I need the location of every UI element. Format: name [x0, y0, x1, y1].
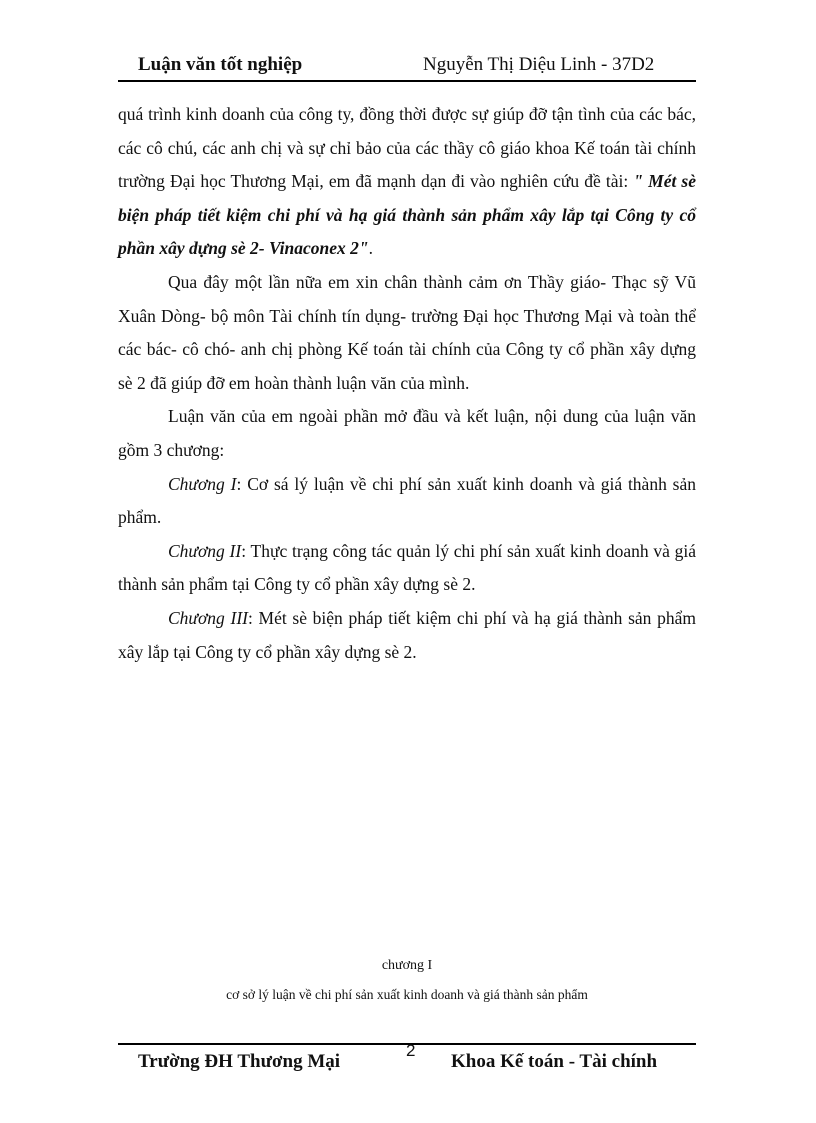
chapter-text-1: : Cơ sá lý luận về chi phí sản xuất kinh doanh và giá thành sản phẩm.: [118, 473, 696, 528]
chapter-label-2: Chương II: [168, 540, 242, 561]
header-author: Nguyễn Thị Diệu Linh - 37D2: [423, 54, 655, 75]
chapter-text-3: : Mét sè biện pháp tiết kiệm chi phí và hạ giá thành sản phẩm xây lắp tại Công ty cổ phần xây dựng sè 2.: [118, 607, 696, 662]
paragraph-structure: Luận văn của em ngoài phần mở đầu và kết luận, nội dung của luận văn gồm 3 chương:: [118, 406, 696, 460]
header-title: Luận văn tốt nghiệp: [138, 54, 303, 75]
chapter-item-1: [118, 468, 696, 535]
body-text: [118, 98, 696, 669]
page-number: 2: [406, 1041, 416, 1060]
paragraph-thanks: Qua đây một lần nữa em xin chân thành cảm ơn Thầy giáo- Thạc sỹ Vũ Xuân Dòng- bộ môn Tài chính tín dụng- trường Đại học Thương Mại và toàn thể các bác- cô chó- anh chị phòng Kế toán tài chính của Công ty cổ phần xây dựng sè 2 đã giúp đỡ em hoàn thành luận văn của mình.: [118, 271, 696, 393]
chapter-text-2: : Thực trạng công tác quản lý chi phí sản xuất kinh doanh và giá thành sản phẩm tại Công ty cổ phần xây dựng sè 2.: [118, 540, 696, 595]
chapter-heading-subtitle: cơ sở lý luận về chi phí sản xuất kinh doanh và giá thành sản phẩm: [226, 987, 588, 1002]
chapter-heading-title: chương I: [381, 958, 433, 973]
paragraph-intro-text: quá trình kinh doanh của công ty, đồng thời được sự giúp đỡ tận tình của các bác, các cô chú, các anh chị và sự chỉ bảo của các thầy cô giáo khoa Kế toán tài chính trường Đại học Thương Mại, em đã mạnh dạn đi vào nghiên cứu đề tài:: [118, 104, 696, 192]
paragraph-intro: [118, 98, 696, 266]
chapter-label-1: Chương I: [168, 473, 237, 494]
page-header: [118, 50, 696, 82]
page-footer: [118, 1043, 696, 1079]
paragraph-intro-end: .: [368, 238, 374, 259]
footer-school: Trường ĐH Thương Mại: [138, 1051, 341, 1072]
thesis-title: " Mét sè biện pháp tiết kiệm chi phí và hạ giá thành sản phẩm xây lắp tại Công ty cổ phần xây dựng sè 2- Vinaconex 2": [118, 171, 696, 259]
footer-department: Khoa Kế toán - Tài chính: [451, 1051, 658, 1072]
chapter-item-2: [118, 535, 696, 602]
chapter-label-3: Chương III: [168, 607, 248, 628]
chapter-item-3: [118, 602, 696, 669]
